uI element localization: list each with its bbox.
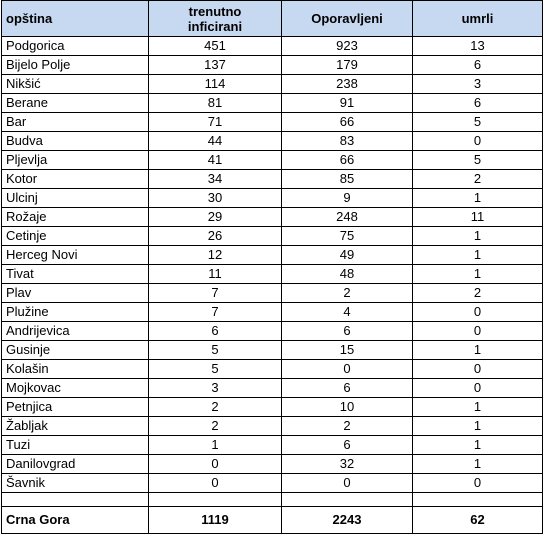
cell-oporavljeni: 48 [282, 265, 413, 284]
cell-trenutno-inficirani: 137 [149, 56, 282, 75]
table-row [2, 189, 543, 208]
cell-umrli: 13 [413, 37, 543, 56]
cell-trenutno-inficirani: 2 [149, 417, 282, 436]
table-body [2, 37, 543, 534]
table-row [2, 170, 543, 189]
cell-oporavljeni: 248 [282, 208, 413, 227]
cell-opstina: Ulcinj [2, 189, 149, 208]
cell-trenutno-inficirani: 1 [149, 436, 282, 455]
cell-opstina: Bijelo Polje [2, 56, 149, 75]
cell-umrli: 0 [413, 379, 543, 398]
table-row [2, 474, 543, 493]
cell-trenutno-inficirani: 81 [149, 94, 282, 113]
table-row [2, 303, 543, 322]
cell-oporavljeni: 179 [282, 56, 413, 75]
cell-trenutno-inficirani: 41 [149, 151, 282, 170]
cell-umrli: 2 [413, 284, 543, 303]
cell-oporavljeni: 6 [282, 436, 413, 455]
cell-oporavljeni: 6 [282, 322, 413, 341]
table-row [2, 455, 543, 474]
cell-opstina: Budva [2, 132, 149, 151]
cell-opstina: Danilovgrad [2, 455, 149, 474]
cell-umrli: 1 [413, 246, 543, 265]
cell-opstina: Plužine [2, 303, 149, 322]
spacer-row [2, 493, 543, 507]
cell-umrli: 0 [413, 322, 543, 341]
cell-umrli: 0 [413, 132, 543, 151]
cell-umrli: 1 [413, 417, 543, 436]
table-row [2, 94, 543, 113]
total-cell-trenutno-inficirani: 1119 [149, 507, 282, 534]
cell-umrli: 1 [413, 398, 543, 417]
cell-oporavljeni: 2 [282, 417, 413, 436]
cell-opstina: Kolašin [2, 360, 149, 379]
total-cell-opstina: Crna Gora [2, 507, 149, 534]
table-row [2, 360, 543, 379]
cell-opstina: Mojkovac [2, 379, 149, 398]
cell-opstina: Šavnik [2, 474, 149, 493]
spacer-cell [149, 493, 282, 507]
table-row [2, 265, 543, 284]
spacer-cell [282, 493, 413, 507]
cell-oporavljeni: 0 [282, 474, 413, 493]
cell-umrli: 6 [413, 56, 543, 75]
cell-umrli: 1 [413, 189, 543, 208]
cell-oporavljeni: 49 [282, 246, 413, 265]
cell-opstina: Tivat [2, 265, 149, 284]
cell-opstina: Andrijevica [2, 322, 149, 341]
cell-umrli: 0 [413, 303, 543, 322]
cell-umrli: 0 [413, 474, 543, 493]
cell-opstina: Petnjica [2, 398, 149, 417]
header-trenutno-inficirani-label: trenutno inficirani [187, 3, 243, 34]
cell-oporavljeni: 10 [282, 398, 413, 417]
cell-trenutno-inficirani: 12 [149, 246, 282, 265]
cell-opstina: Herceg Novi [2, 246, 149, 265]
cell-opstina: Pljevlja [2, 151, 149, 170]
table-row [2, 379, 543, 398]
cell-umrli: 5 [413, 151, 543, 170]
cell-trenutno-inficirani: 0 [149, 455, 282, 474]
header-row [2, 1, 543, 37]
cell-trenutno-inficirani: 0 [149, 474, 282, 493]
cell-umrli: 1 [413, 341, 543, 360]
cell-oporavljeni: 32 [282, 455, 413, 474]
table-row [2, 37, 543, 56]
cell-oporavljeni: 66 [282, 151, 413, 170]
table-row [2, 75, 543, 94]
covid-municipality-table [1, 0, 543, 534]
cell-umrli: 2 [413, 170, 543, 189]
cell-opstina: Plav [2, 284, 149, 303]
cell-trenutno-inficirani: 5 [149, 360, 282, 379]
cell-umrli: 11 [413, 208, 543, 227]
cell-trenutno-inficirani: 5 [149, 341, 282, 360]
cell-trenutno-inficirani: 3 [149, 379, 282, 398]
table-row [2, 398, 543, 417]
cell-oporavljeni: 75 [282, 227, 413, 246]
table-row [2, 341, 543, 360]
cell-oporavljeni: 4 [282, 303, 413, 322]
cell-opstina: Kotor [2, 170, 149, 189]
cell-oporavljeni: 85 [282, 170, 413, 189]
cell-oporavljeni: 66 [282, 113, 413, 132]
spacer-cell [2, 493, 149, 507]
cell-trenutno-inficirani: 11 [149, 265, 282, 284]
header-umrli: umrli [413, 1, 543, 37]
spacer-cell [413, 493, 543, 507]
cell-trenutno-inficirani: 44 [149, 132, 282, 151]
table-row [2, 113, 543, 132]
table-row [2, 417, 543, 436]
cell-oporavljeni: 91 [282, 94, 413, 113]
table-row [2, 132, 543, 151]
cell-trenutno-inficirani: 114 [149, 75, 282, 94]
cell-trenutno-inficirani: 26 [149, 227, 282, 246]
cell-trenutno-inficirani: 30 [149, 189, 282, 208]
cell-opstina: Tuzi [2, 436, 149, 455]
cell-oporavljeni: 9 [282, 189, 413, 208]
cell-umrli: 1 [413, 227, 543, 246]
cell-trenutno-inficirani: 451 [149, 37, 282, 56]
cell-trenutno-inficirani: 29 [149, 208, 282, 227]
cell-trenutno-inficirani: 7 [149, 284, 282, 303]
table-row [2, 436, 543, 455]
table-row [2, 246, 543, 265]
cell-trenutno-inficirani: 7 [149, 303, 282, 322]
total-row [2, 507, 543, 534]
cell-oporavljeni: 6 [282, 379, 413, 398]
cell-opstina: Berane [2, 94, 149, 113]
cell-trenutno-inficirani: 2 [149, 398, 282, 417]
cell-trenutno-inficirani: 6 [149, 322, 282, 341]
cell-opstina: Gusinje [2, 341, 149, 360]
cell-trenutno-inficirani: 71 [149, 113, 282, 132]
cell-opstina: Bar [2, 113, 149, 132]
table-row [2, 56, 543, 75]
cell-umrli: 1 [413, 436, 543, 455]
cell-oporavljeni: 2 [282, 284, 413, 303]
cell-trenutno-inficirani: 34 [149, 170, 282, 189]
cell-oporavljeni: 923 [282, 37, 413, 56]
cell-oporavljeni: 83 [282, 132, 413, 151]
cell-umrli: 0 [413, 360, 543, 379]
cell-oporavljeni: 0 [282, 360, 413, 379]
cell-oporavljeni: 238 [282, 75, 413, 94]
cell-opstina: Podgorica [2, 37, 149, 56]
cell-umrli: 5 [413, 113, 543, 132]
cell-oporavljeni: 15 [282, 341, 413, 360]
total-cell-oporavljeni: 2243 [282, 507, 413, 534]
cell-opstina: Cetinje [2, 227, 149, 246]
cell-opstina: Žabljak [2, 417, 149, 436]
header-trenutno-inficirani [149, 1, 282, 37]
cell-umrli: 3 [413, 75, 543, 94]
header-opstina: opština [2, 1, 149, 37]
cell-umrli: 1 [413, 265, 543, 284]
table-row [2, 322, 543, 341]
header-oporavljeni: Oporavljeni [282, 1, 413, 37]
table-row [2, 284, 543, 303]
table-row [2, 227, 543, 246]
total-cell-umrli: 62 [413, 507, 543, 534]
cell-opstina: Nikšić [2, 75, 149, 94]
cell-umrli: 6 [413, 94, 543, 113]
table-row [2, 151, 543, 170]
cell-opstina: Rožaje [2, 208, 149, 227]
cell-umrli: 1 [413, 455, 543, 474]
table-row [2, 208, 543, 227]
